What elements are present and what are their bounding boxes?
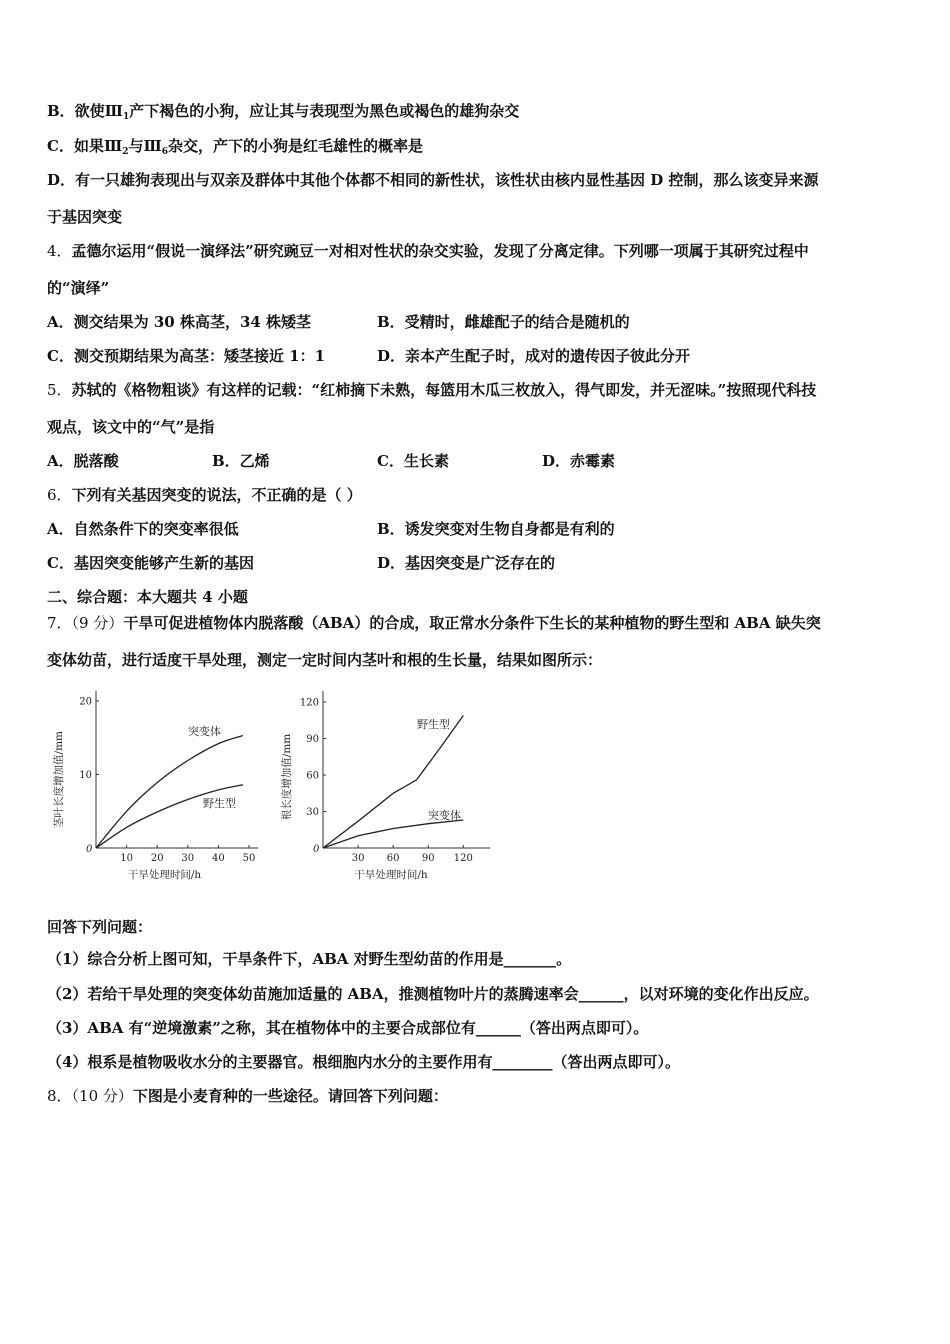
y-axis-label: 根长度增加值/mm <box>281 733 293 821</box>
question-number: 6． <box>47 486 72 504</box>
subscript: 6 <box>161 147 169 157</box>
q6-option-a: A．自然条件下的突变率很低 <box>47 520 239 538</box>
q7-sub3: （3）ABA 有“逆境激素”之称，其在植物体中的主要合成部位有______（答出两点即可）。 <box>47 1019 649 1037</box>
y-tick-label: 10 <box>79 770 92 781</box>
root-growth-chart <box>280 685 495 885</box>
series-label: 突变体 <box>428 809 461 822</box>
answer-intro: 回答下列问题： <box>47 918 153 936</box>
x-tick-label: 120 <box>453 853 473 864</box>
y-tick-label: 120 <box>299 697 319 709</box>
q3-option-b-text: B．欲使Ⅲ <box>47 102 123 120</box>
question-score: （9 分） <box>71 614 124 632</box>
section-heading: 二、综合题：本大题共 4 小题 <box>47 588 248 606</box>
x-tick-label: 60 <box>386 853 400 864</box>
q4-option-d: D．亲本产生配子时，成对的遗传因子彼此分开 <box>377 347 691 365</box>
q4-option-b: B．受精时，雌雄配子的结合是随机的 <box>377 313 630 331</box>
q6-option-c: C．基因突变能够产生新的基因 <box>47 554 254 572</box>
q7-sub2: （2）若给干旱处理的突变体幼苗施加适量的 ABA，推测植物叶片的蒸腾速率会______，以对环境的变化作出反应。 <box>47 985 819 1003</box>
y-axis-label: 茎叶长度增加值/mm <box>53 731 65 828</box>
q4-stem-line1 <box>47 241 809 261</box>
q3-option-d-line2: 于基因突变 <box>47 208 123 226</box>
stem-leaf-growth-chart <box>48 685 270 885</box>
origin-label: 0 <box>313 844 320 855</box>
q5-stem-text: 苏轼的《格物粗谈》有这样的记载：“红柿摘下未熟，每篮用木瓜三枚放入，得气即发，并无涩味。”按照现代科技 <box>71 381 817 399</box>
q8-stem-text: 下图是小麦育种的一些途径。请回答下列问题： <box>132 1087 448 1105</box>
q7-stem-text: 干旱可促进植物体内脱落酸（ABA）的合成，取正常水分条件下生长的某种植物的野生型和 ABA 缺失突 <box>123 614 821 632</box>
q3-option-c-text-rest: 杂交，产下的小狗是红毛雄性的概率是 <box>168 137 424 155</box>
y-tick-label: 20 <box>79 696 92 708</box>
q7-stem-line2: 变体幼苗，进行适度干旱处理，测定一定时间内茎叶和根的生长量，结果如图所示： <box>47 651 603 669</box>
q6-stem-text: 下列有关基因突变的说法，不正确的是（ ） <box>71 486 362 504</box>
series-line-b <box>96 785 243 848</box>
q7-sub4: （4）根系是植物吸收水分的主要器官。根细胞内水分的主要作用有________（答出两点即可）。 <box>47 1053 680 1071</box>
series-label: 野生型 <box>203 797 236 810</box>
y-tick-label: 60 <box>306 770 319 782</box>
series-line-a <box>96 736 243 849</box>
series-label: 突变体 <box>188 725 221 738</box>
q4-stem-text: 孟德尔运用“假说一演绎法”研究豌豆一对相对性状的杂交实验，发现了分离定律。下列哪一项属于其研究过程中 <box>71 242 809 260</box>
q5-option-c: C．生长素 <box>377 452 449 470</box>
x-tick-label: 40 <box>212 853 225 864</box>
question-number: 7． <box>47 614 72 632</box>
q4-stem-line2: 的“演绎” <box>47 279 110 297</box>
q5-stem-line1 <box>47 380 816 400</box>
q5-option-d: D．赤霉素 <box>542 452 616 470</box>
q6-stem <box>47 485 362 505</box>
q6-option-b: B．诱发突变对生物自身都是有利的 <box>377 520 615 538</box>
x-axis-label: 干旱处理时间/h <box>127 869 202 881</box>
x-tick-label: 30 <box>181 853 195 864</box>
x-tick-label: 20 <box>150 853 164 864</box>
y-tick-label: 90 <box>306 734 319 746</box>
subscript: 1 <box>122 112 130 122</box>
y-tick-label: 30 <box>306 807 319 819</box>
q8-stem <box>47 1086 448 1106</box>
x-tick-label: 50 <box>242 853 256 864</box>
series-label: 野生型 <box>417 718 450 731</box>
q3-option-c <box>47 136 423 162</box>
q3-option-b <box>47 101 519 127</box>
x-tick-label: 90 <box>421 853 435 864</box>
x-tick-label: 10 <box>120 853 133 864</box>
q3-option-b-text-rest: 产下褐色的小狗，应让其与表现型为黑色或褐色的雄狗杂交 <box>129 102 520 120</box>
series-line-b <box>323 820 463 848</box>
origin-label: 0 <box>86 844 93 855</box>
q7-stem-line1 <box>47 613 821 633</box>
q3-option-c-text-mid: 与Ⅲ <box>128 137 162 155</box>
q4-option-c: C．测交预期结果为高茎：矮茎接近 1：1 <box>47 347 326 365</box>
q5-stem-line2: 观点，该文中的“气”是指 <box>47 418 215 436</box>
q4-option-a: A．测交结果为 30 株高茎，34 株矮茎 <box>47 313 312 331</box>
x-tick-label: 30 <box>351 853 365 864</box>
question-number: 4． <box>47 242 72 260</box>
q6-option-d: D．基因突变是广泛存在的 <box>377 554 556 572</box>
question-number: 8． <box>47 1087 72 1105</box>
question-number: 5． <box>47 381 72 399</box>
q7-sub1: （1）综合分析上图可知，干旱条件下，ABA 对野生型幼苗的作用是_______。 <box>47 950 572 968</box>
q3-option-c-text: C．如果Ⅲ <box>47 137 123 155</box>
q3-option-d-line1: D．有一只雄狗表现出与双亲及群体中其他个体都不相同的新性状，该性状由核内显性基因 D 控制，那么该变异来源 <box>47 171 819 189</box>
subscript: 2 <box>122 147 129 157</box>
q5-option-a: A．脱落酸 <box>47 452 119 470</box>
question-score: （10 分） <box>71 1087 133 1105</box>
q5-option-b: B．乙烯 <box>212 452 270 470</box>
x-axis-label: 干旱处理时间/h <box>354 869 428 881</box>
